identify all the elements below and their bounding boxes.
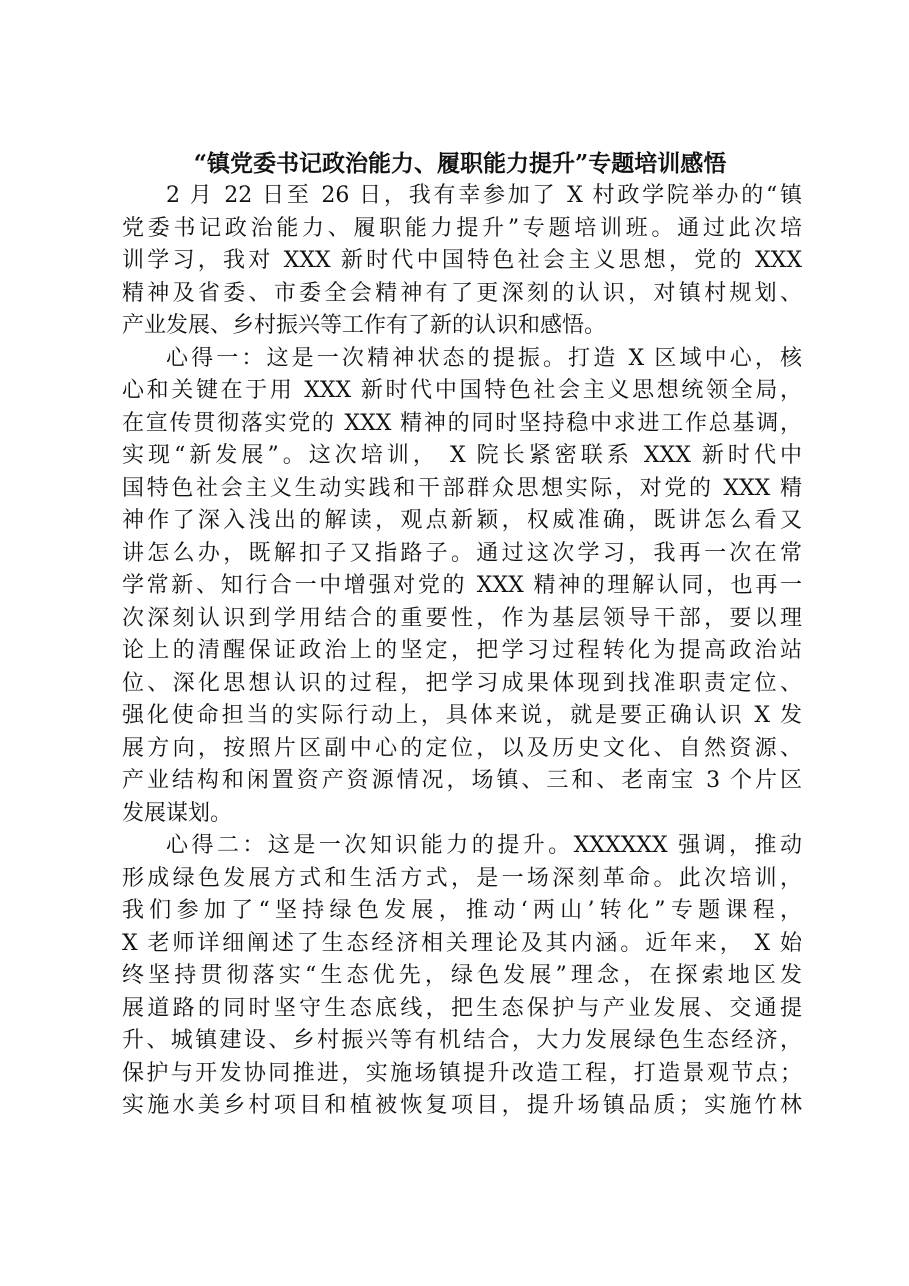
text-line: 心得一：这是一次精神状态的提振。打造 X 区域中心，核 (166, 345, 802, 371)
text-line: 终坚持贯彻落实“生态优先，绿色发展”理念，在探索地区发 (122, 963, 802, 988)
text-line: 实现“新发展”。这次培训， X 院长紧密联系 XXX 新时代中 (122, 443, 802, 468)
text-line: 升、城镇建设、乡村振兴等有机结合，大力发展绿色生态经济， (122, 1028, 802, 1053)
text-line: 次深刻认识到学用结合的重要性，作为基层领导干部，要以理 (122, 605, 802, 631)
paragraph-3 (122, 830, 802, 1123)
text-line: 学常新、知行合一中增强对党的 XXX 精神的理解认同，也再一 (122, 573, 802, 598)
text-line: 产业结构和闲置资产资源情况，场镇、三和、老南宝 3 个片区 (122, 768, 802, 793)
text-line: 心得二：这是一次知识能力的提升。XXXXXX 强调，推动 (166, 833, 802, 858)
text-line: X 老师详细阐述了生态经济相关理论及其内涵。近年来， X 始 (122, 930, 802, 956)
text-line: 产业发展、乡村振兴等工作有了新的认识和感悟。 (122, 313, 607, 338)
text-line: 训学习，我对 XXX 新时代中国特色社会主义思想，党的 XXX (122, 248, 802, 273)
text-line: 国特色社会主义生动实践和干部群众思想实际，对党的 XXX 精 (122, 475, 802, 501)
text-line: 讲怎么办，既解扣子又指路子。通过这次学习，我再一次在常 (122, 540, 802, 566)
text-line: 位、深化思想认识的过程，把学习成果体现到找准职责定位、 (122, 670, 802, 696)
text-line: 展道路的同时坚守生态底线，把生态保护与产业发展、交通提 (122, 995, 802, 1021)
text-line: 精神及省委、市委全会精神有了更深刻的认识，对镇村规划、 (122, 280, 802, 306)
text-line: 形成绿色发展方式和生活方式，是一场深刻革命。此次培训， (122, 865, 802, 891)
text-line: 心和关键在于用 XXX 新时代中国特色社会主义思想统领全局， (122, 378, 802, 403)
text-line: 我们参加了“坚持绿色发展，推动‘两山’转化”专题课程， (122, 898, 802, 923)
text-line: 在宣传贯彻落实党的 XXX 精神的同时坚持稳中求进工作总基调， (122, 410, 802, 436)
text-line: 强化使命担当的实际行动上，具体来说，就是要正确认识 X 发 (122, 703, 802, 728)
document-title: “镇党委书记政治能力、履职能力提升”专题培训感悟 (193, 150, 727, 177)
paragraph-2 (122, 343, 802, 831)
text-line: 实施水美乡村项目和植被恢复项目，提升场镇品质；实施竹林 (122, 1093, 802, 1118)
text-line: 2 月 22 日至 26 日，我有幸参加了 X 村政学院举办的“镇 (166, 183, 802, 208)
text-line: 发展谋划。 (122, 800, 233, 826)
text-line: 保护与开发协同推进，实施场镇提升改造工程，打造景观节点； (122, 1060, 802, 1086)
paragraph-1 (122, 180, 802, 343)
text-line: 神作了深入浅出的解读，观点新颖，权威准确，既讲怎么看又 (122, 508, 802, 533)
document-body (122, 180, 802, 1123)
text-line: 论上的清醒保证政治上的坚定，把学习过程转化为提高政治站 (122, 638, 802, 663)
text-line: 党委书记政治能力、履职能力提升”专题培训班。通过此次培 (122, 215, 802, 241)
text-line: 展方向，按照片区副中心的定位，以及历史文化、自然资源、 (122, 735, 802, 761)
